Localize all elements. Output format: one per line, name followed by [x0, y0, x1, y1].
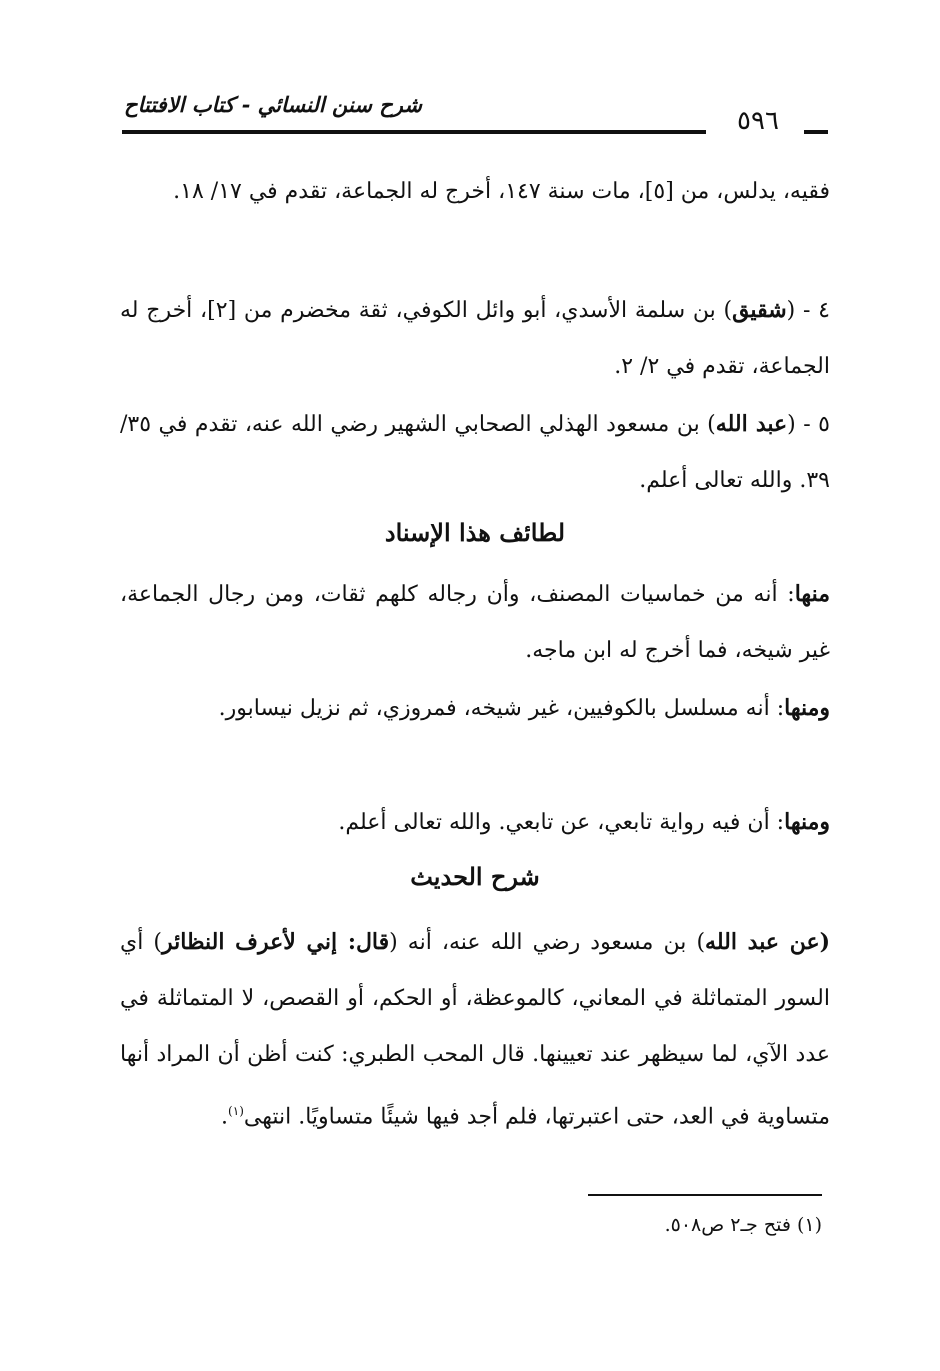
paragraph-3	[120, 396, 830, 509]
page-number: ٥٩٦	[737, 106, 779, 136]
paragraph-6	[120, 794, 830, 851]
paragraph-7-end: .	[221, 1104, 229, 1130]
section-heading-isnad: لطائف هذا الإسناد	[384, 518, 566, 547]
paragraph-1	[120, 164, 830, 220]
paragraph-7-text-a: ) بن مسعود رضي الله عنه، أنه (	[389, 930, 706, 955]
section-heading-sharh: شرح الحديث	[410, 862, 540, 891]
paragraph-5-label: ومنها	[784, 695, 830, 721]
paragraph-2	[120, 282, 830, 395]
hadith-narrator: (عن عبد الله	[705, 929, 830, 955]
paragraph-4	[120, 566, 830, 679]
paragraph-3-text: ) بن مسعود الهذلي الصحابي الشهير رضي الله عنه، تقدم في ٣٥/ ٣٩. والله تعالى أعلم.	[120, 412, 830, 493]
narrator-name-shaqiq: شقيق	[732, 297, 787, 323]
paragraph-7	[120, 914, 830, 1145]
footnote-rule	[588, 1194, 822, 1196]
page-number-rule	[804, 130, 828, 134]
header-rule	[122, 130, 706, 134]
narrator-name-abdullah: عبد الله	[715, 411, 788, 437]
paragraph-5-text: : أنه مسلسل بالكوفيين، غير شيخه، فمروزي، ثم نزيل نيسابور.	[218, 696, 785, 721]
paragraph-1-text: فقيه، يدلس، من [٥]، مات سنة ١٤٧، أخرج له الجماعة، تقدم في ١٧/ ١٨.	[173, 179, 830, 204]
paragraph-5	[120, 680, 830, 737]
paragraph-2-prefix: ٤ - (	[786, 298, 830, 323]
paragraph-6-label: ومنها	[784, 809, 830, 835]
paragraph-7-text-b: ) أي السور المتماثلة في المعاني، كالموعظة، أو الحكم، أو القصص، لا المتماثلة في عدد الآي، لما سيظهر عند تعيينها. قال المحب الطبري: كنت أظن أن المراد أنها متساوية في العد، حتى اعتبرتها، فلم أجد فيها شيئًا متساويًا. انتهى	[120, 930, 830, 1130]
footnote: (١) فتح جـ٢ ص٥٠٨.	[664, 1214, 822, 1236]
paragraph-3-prefix: ٥ - (	[787, 412, 830, 437]
paragraph-4-label: منها	[794, 581, 830, 607]
paragraph-4-text: : أنه من خماسيات المصنف، وأن رجاله كلهم ثقات، ومن رجال الجماعة، غير شيخه، فما أخرج له ابن ماجه.	[120, 582, 830, 663]
footnote-reference: (١)	[228, 1104, 244, 1118]
paragraph-6-text: : أن فيه رواية تابعي، عن تابعي. والله تعالى أعلم.	[338, 810, 785, 835]
running-title: شرح سنن النسائي - كتاب الافتتاح	[124, 92, 422, 117]
hadith-quote: قال: إني لأعرف النظائر	[161, 929, 390, 955]
paragraph-2-text: ) بن سلمة الأسدي، أبو وائل الكوفي، ثقة مخضرم من [٢]، أخرج له الجماعة، تقدم في ٢/ ٢.	[120, 298, 830, 379]
